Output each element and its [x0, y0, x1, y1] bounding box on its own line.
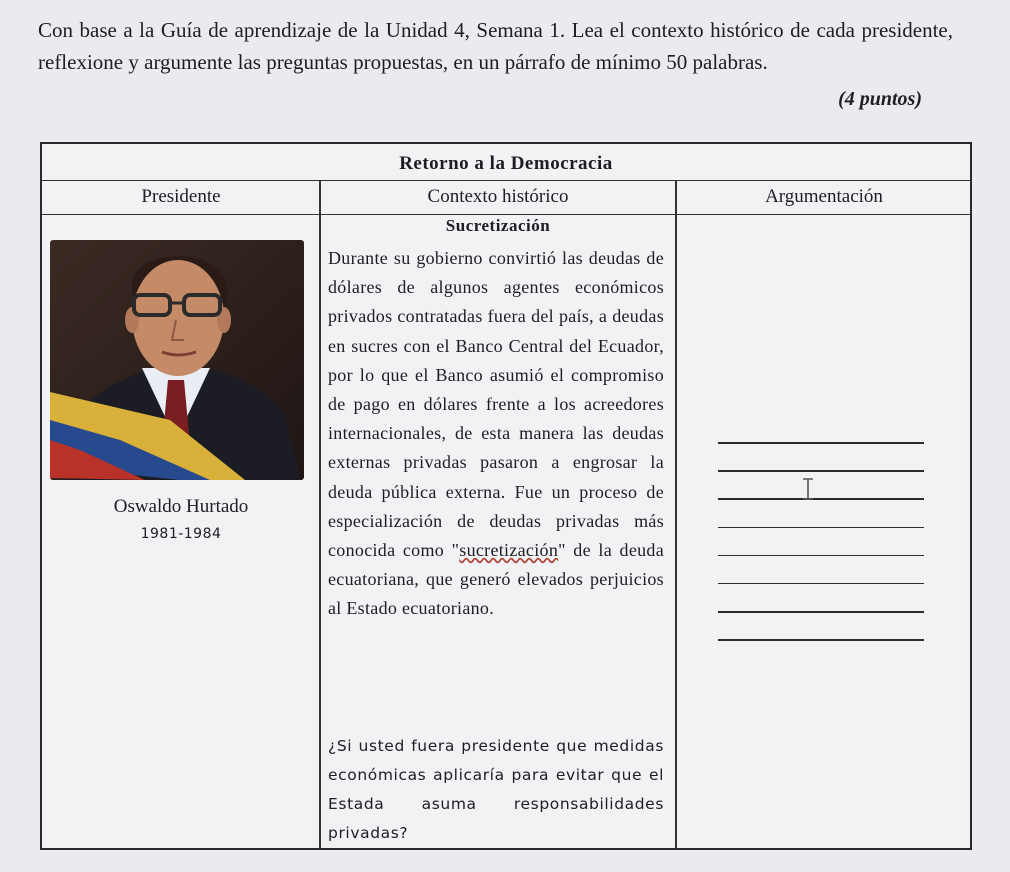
instructions-text: Con base a la Guía de aprendizaje de la Unidad 4, Semana 1. Lea el contexto histórico de cada presidente, reflexione y argumente las preguntas propuestas, en un párrafo de mínimo 50 palabras. [38, 18, 953, 74]
context-text-part: Durante su gobierno convirtió las deudas de dólares de algunos agentes económicos privados contratadas fuera del país, a deudas en sucres con el Banco Central del Ecuador, por lo que el Banco asumió el compromiso de pago en dólares frente a los acreedores internacionales, de esta manera las deudas externas privadas pasaron a engrosar la deuda pública externa. Fue un proceso de especialización de deudas privadas más conocida como " [328, 248, 664, 561]
context-text-part: " de la deuda ecuatoriana, que generó elevados perjuicios al Estado ecuatoriano. [328, 540, 664, 619]
header-argument: Argumentación [765, 186, 883, 207]
column-divider [675, 180, 677, 848]
header-president: Presidente [141, 186, 221, 207]
table-title: Retorno a la Democracia [42, 144, 970, 181]
answer-line[interactable] [718, 611, 924, 613]
historical-context [328, 244, 664, 624]
president-term-years: 1981-1984 [140, 526, 222, 542]
topic-subtitle: Sucretización [445, 216, 551, 235]
table-header-row [42, 180, 970, 215]
democracy-table [40, 142, 972, 850]
president-portrait [50, 240, 304, 480]
answer-line[interactable] [718, 527, 924, 529]
answer-line[interactable] [718, 555, 924, 557]
answer-line[interactable] [718, 583, 924, 585]
reflection-question: ¿Si usted fuera presidente que medidas económicas aplicaría para evitar que el Estada asuma responsabilidades privadas? [328, 737, 664, 842]
answer-line[interactable] [718, 498, 924, 500]
answer-line[interactable] [718, 639, 924, 641]
context-term-misspelled: sucretización [459, 540, 559, 561]
text-cursor-icon [800, 478, 816, 500]
answer-line[interactable] [718, 470, 924, 472]
argument-answer-area[interactable] [718, 442, 924, 668]
president-name: Oswaldo Hurtado [113, 496, 249, 517]
answer-line[interactable] [718, 442, 924, 444]
points-label: (4 puntos) [838, 88, 922, 110]
header-context: Contexto histórico [427, 186, 569, 207]
